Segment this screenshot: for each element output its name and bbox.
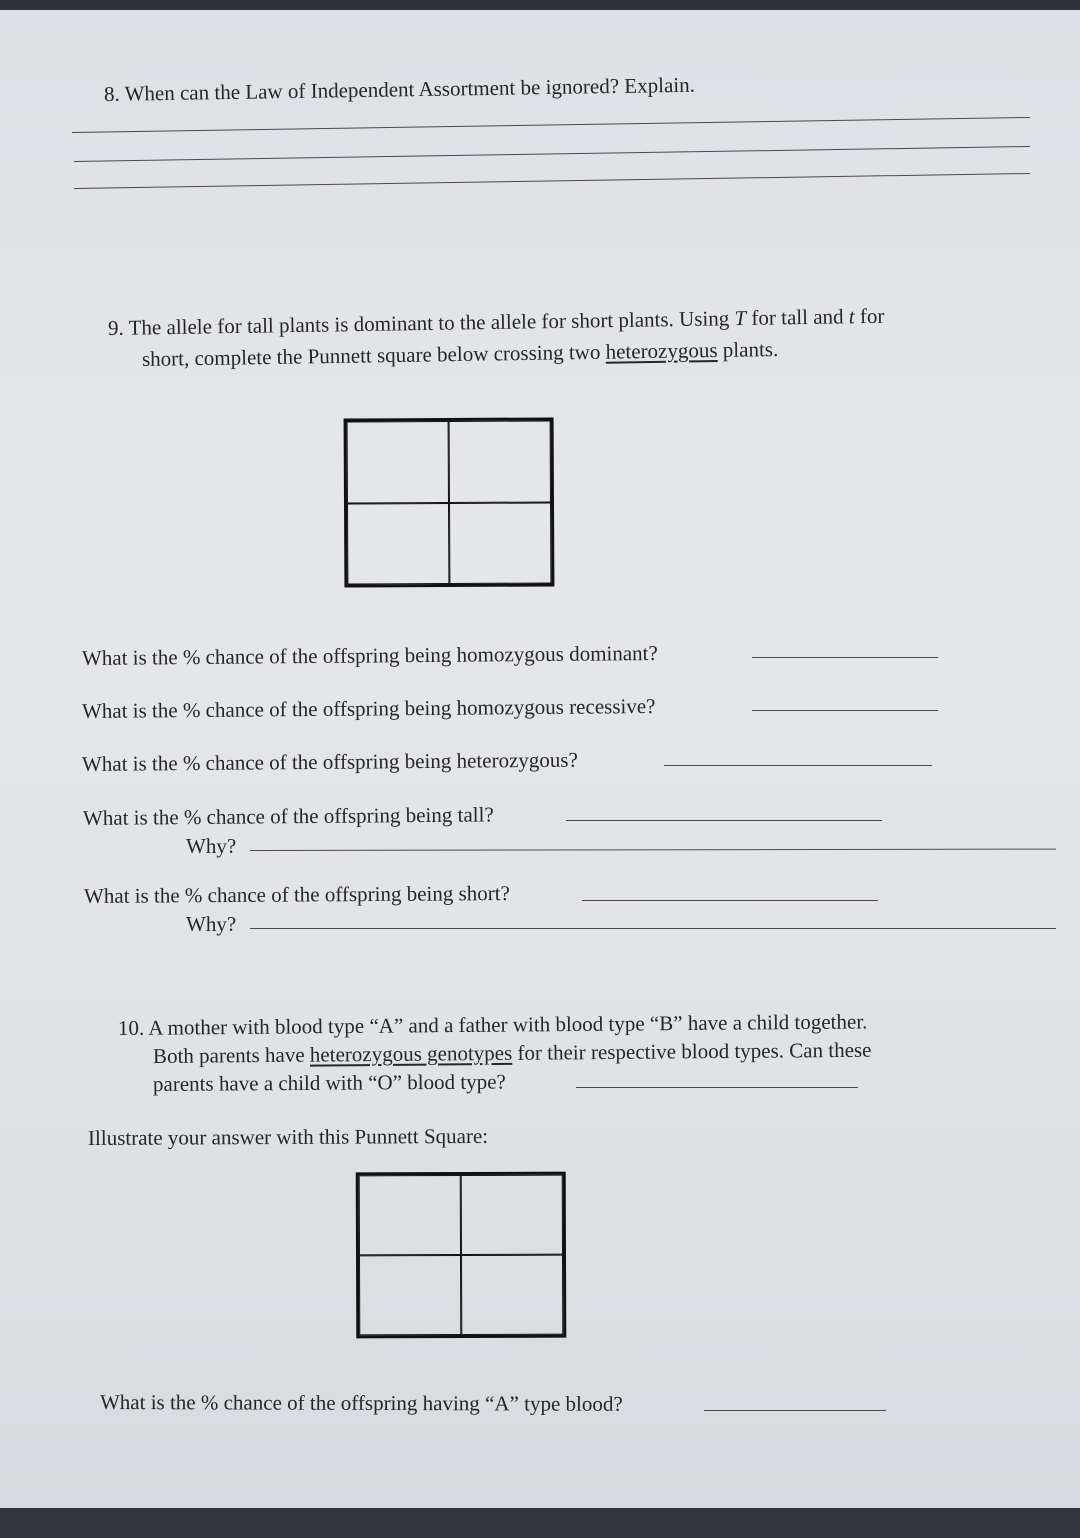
q9-prompt-line-1: 9. The allele for tall plants is dominant to the allele for short plants. Using T for tall and t for xyxy=(107,303,885,340)
tall-allele-symbol: T xyxy=(734,305,747,331)
background-surface xyxy=(0,1508,1080,1538)
q8-text: When can the Law of Independent Assortment be ignored? Explain. xyxy=(124,72,696,106)
punnett-cell[interactable] xyxy=(461,1175,563,1255)
q10-number: 10. xyxy=(117,1015,145,1040)
punnett-cell[interactable] xyxy=(449,420,551,502)
answer-line-short-why[interactable] xyxy=(250,928,1056,929)
heterozygous-genotypes-term: heterozygous genotypes xyxy=(309,1040,513,1067)
worksheet-page xyxy=(0,10,1080,1508)
q9-question-heterozygous: What is the % chance of the offspring being heterozygous? xyxy=(81,747,578,776)
punnett-cell[interactable] xyxy=(359,1175,461,1255)
q9-question-homozygous-recessive: What is the % chance of the offspring being homozygous recessive? xyxy=(81,693,656,723)
answer-line-tall[interactable] xyxy=(566,820,882,821)
q8-number: 8. xyxy=(103,81,120,106)
punnett-cell[interactable] xyxy=(347,421,449,503)
q10-final-question: What is the % chance of the offspring having “A” type blood? xyxy=(99,1390,623,1416)
q10-prompt-line-1: 10. A mother with blood type “A” and a father with blood type “B” have a child together. xyxy=(117,1009,868,1040)
answer-line-heterozygous[interactable] xyxy=(664,765,932,766)
punnett-cell[interactable] xyxy=(359,1255,461,1335)
q8-prompt xyxy=(104,71,695,109)
answer-line-homozygous-recessive[interactable] xyxy=(752,710,938,711)
why-label-short: Why? xyxy=(186,912,237,936)
q10-punnett-square[interactable] xyxy=(356,1172,567,1339)
q9-number: 9. xyxy=(107,315,124,340)
illustrate-instruction: Illustrate your answer with this Punnett Square: xyxy=(87,1123,489,1150)
q9-question-short: What is the % chance of the offspring being short? xyxy=(83,881,510,908)
punnett-cell[interactable] xyxy=(347,503,449,585)
answer-line-short[interactable] xyxy=(582,900,878,901)
punnett-cell[interactable] xyxy=(461,1255,563,1335)
q8-answer-line-3[interactable] xyxy=(74,173,1030,189)
q10-prompt-line-3: parents have a child with “O” blood type? xyxy=(152,1069,506,1096)
heterozygous-term: heterozygous xyxy=(605,337,718,364)
why-label-tall: Why? xyxy=(186,834,237,858)
short-allele-symbol: t xyxy=(848,304,855,329)
answer-line-homozygous-dominant[interactable] xyxy=(752,657,938,658)
q9-question-homozygous-dominant: What is the % chance of the offspring being homozygous dominant? xyxy=(81,640,658,670)
answer-line-a-blood[interactable] xyxy=(704,1410,886,1411)
q9-question-tall: What is the % chance of the offspring being tall? xyxy=(82,802,494,830)
q8-answer-line-2[interactable] xyxy=(74,146,1030,162)
q8-answer-line-1[interactable] xyxy=(72,117,1030,133)
answer-line-o-blood[interactable] xyxy=(576,1087,858,1088)
punnett-cell[interactable] xyxy=(449,502,551,584)
q9-prompt-line-2: short, complete the Punnett square below crossing two heterozygous plants. xyxy=(141,337,779,371)
q10-prompt-line-2: Both parents have heterozygous genotypes for their respective blood types. Can these xyxy=(152,1037,872,1068)
answer-line-tall-why[interactable] xyxy=(250,849,1056,851)
q9-punnett-square[interactable] xyxy=(344,417,555,587)
